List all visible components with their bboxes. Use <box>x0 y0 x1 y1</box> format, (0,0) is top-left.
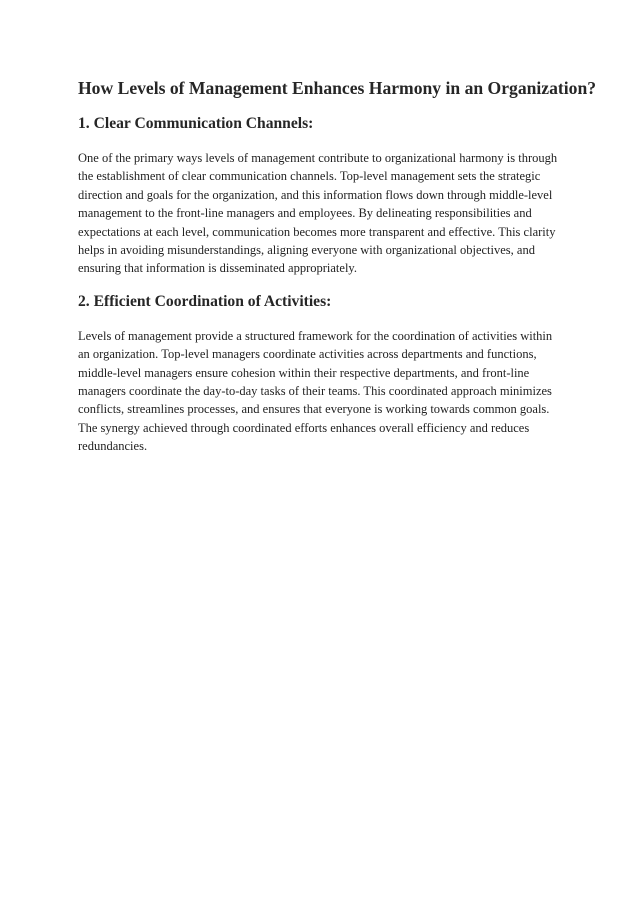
section-heading-efficient-coordination: 2. Efficient Coordination of Activities: <box>78 292 332 310</box>
section-heading-clear-communication: 1. Clear Communication Channels: <box>78 115 314 132</box>
document-content <box>78 76 597 469</box>
section-body-efficient-coordination: Levels of management provide a structured framework for the coordination of activities within an organization. Top-level managers coordinate activities across departments and functions, middle-level managers ensure cohesion within their respective departments, and front-line managers coordinate the day-to-day tasks of their teams. This coordinated approach minimizes conflicts, streamlines processes, and ensures that everyone is working towards common goals. The synergy achieved through coordinated efforts enhances overall efficiency and reduces redundancies. <box>78 328 553 454</box>
section-body-clear-communication: One of the primary ways levels of management contribute to organizational harmony is through the establishment of clear communication channels. Top-level management sets the strategic direction and goals for the organization, and this information flows down through middle-level management to the front-line managers and employees. By delineating responsibilities and expectations at each level, communication becomes more transparent and effective. This clarity helps in avoiding misunderstandings, aligning everyone with organizational objectives, and ensuring that information is disseminated appropriately. <box>78 151 558 276</box>
document-title: How Levels of Management Enhances Harmony in an Organization? <box>78 78 597 98</box>
